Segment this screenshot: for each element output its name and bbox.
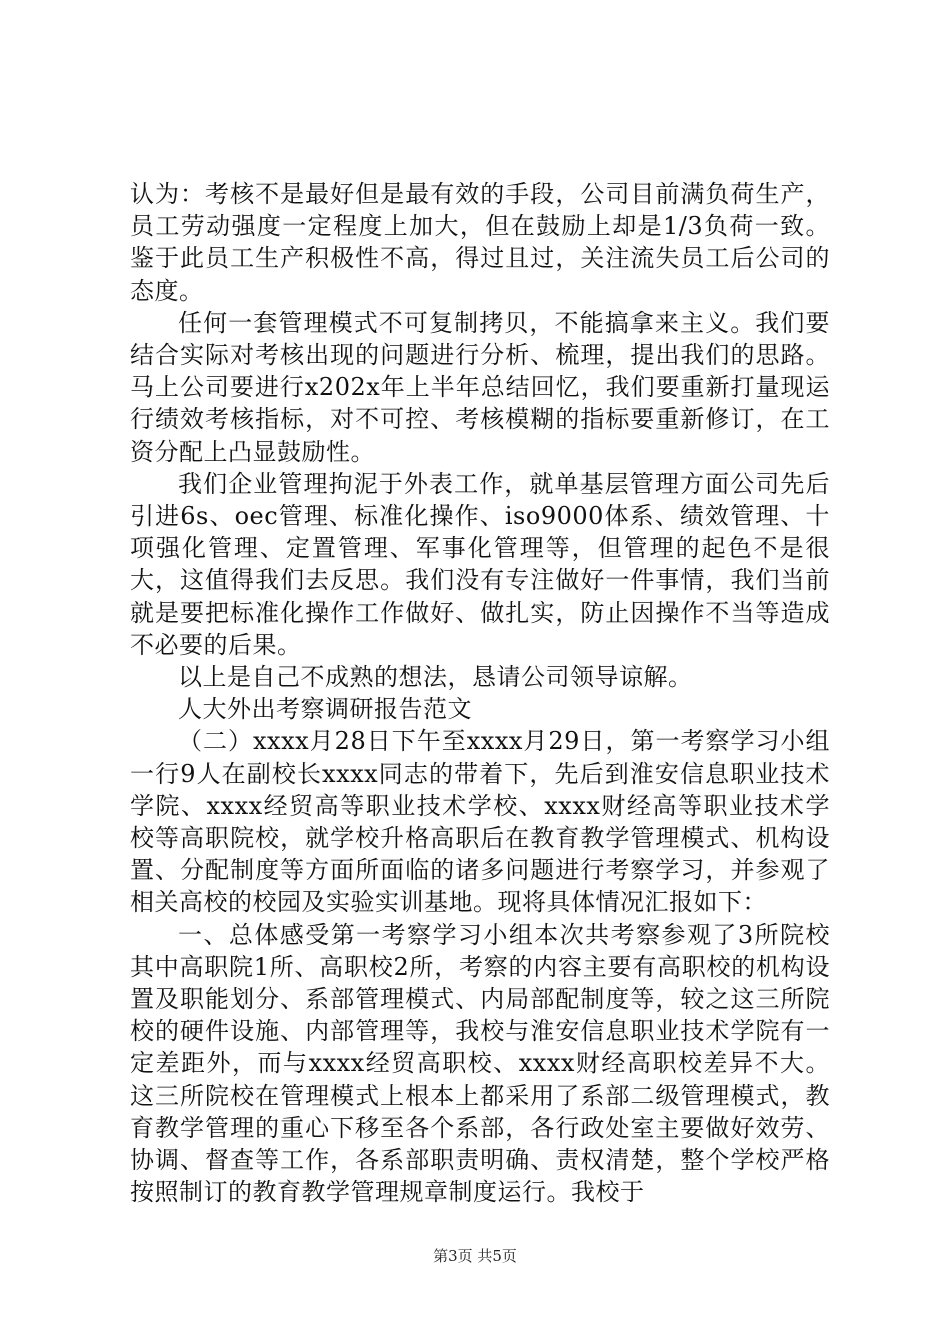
- paragraph-overall-impression: 一、总体感受第一考察学习小组本次共考察参观了3所院校其中高职院1所、高职校2所，考察的内容主要有高职校的机构设置及职能划分、系部管理模式、内局部配制度等，较之这三所院校的硬件设施、内部管理等，我校与淮安信息职业技术学院有一定差距外，而与xxxx经贸高职校、xxxx财经高职校差异不大。这三所院校在管理模式上根本上都采用了系部二级管理模式，教育教学管理的重心下移至各个系部，各行政处室主要做好效劳、协调、督查等工作，各系部职责明确、责权清楚，整个学校严格按照制订的教育教学管理规章制度运行。我校于: [130, 920, 830, 1207]
- paragraph-closing-remark: 以上是自己不成熟的想法，恳请公司领导谅解。: [178, 663, 693, 692]
- document-body: [130, 178, 830, 1209]
- paragraph-enterprise-management: 我们企业管理拘泥于外表工作，就单基层管理方面公司先后引进6s、oec管理、标准化操作、iso9000体系、绩效管理、十项强化管理、定置管理、军事化管理等，但管理的起色不是很大，这值得我们去反思。我们没有专注做好一件事情，我们当前就是要把标准化操作工作做好、做扎实，防止因操作不当等造成不必要的后果。: [130, 469, 830, 659]
- page-number-footer: 第3页 共5页: [433, 1247, 517, 1265]
- paragraph-continuation: 认为：考核不是最好但是最有效的手段，公司目前满负荷生产，员工劳动强度一定程度上加大，但在鼓励上却是1/3负荷一致。鉴于此员工生产积极性不高，得过且过，关注流失员工后公司的态度。: [130, 180, 830, 305]
- paragraph-inspection-intro: （二）xxxx月28日下午至xxxx月29日，第一考察学习小组一行9人在副校长xxxx同志的带着下，先后到淮安信息职业技术学院、xxxx经贸高等职业技术学校、xxxx财经高等职业技术学校等高职院校，就学校升格高职后在教育教学管理模式、机构设置、分配制度等方面所面临的诸多问题进行考察学习，并参观了相关高校的校园及实验实训基地。现将具体情况汇报如下：: [130, 727, 830, 917]
- section-heading: 人大外出考察调研报告范文: [178, 695, 472, 724]
- paragraph-management-model: 任何一套管理模式不可复制拷贝，不能搞拿来主义。我们要结合实际对考核出现的问题进行分析、梳理，提出我们的思路。马上公司要进行x202x年上半年总结回忆，我们要重新打量现运行绩效考核指标，对不可控、考核模糊的指标要重新修订，在工资分配上凸显鼓励性。: [130, 308, 830, 466]
